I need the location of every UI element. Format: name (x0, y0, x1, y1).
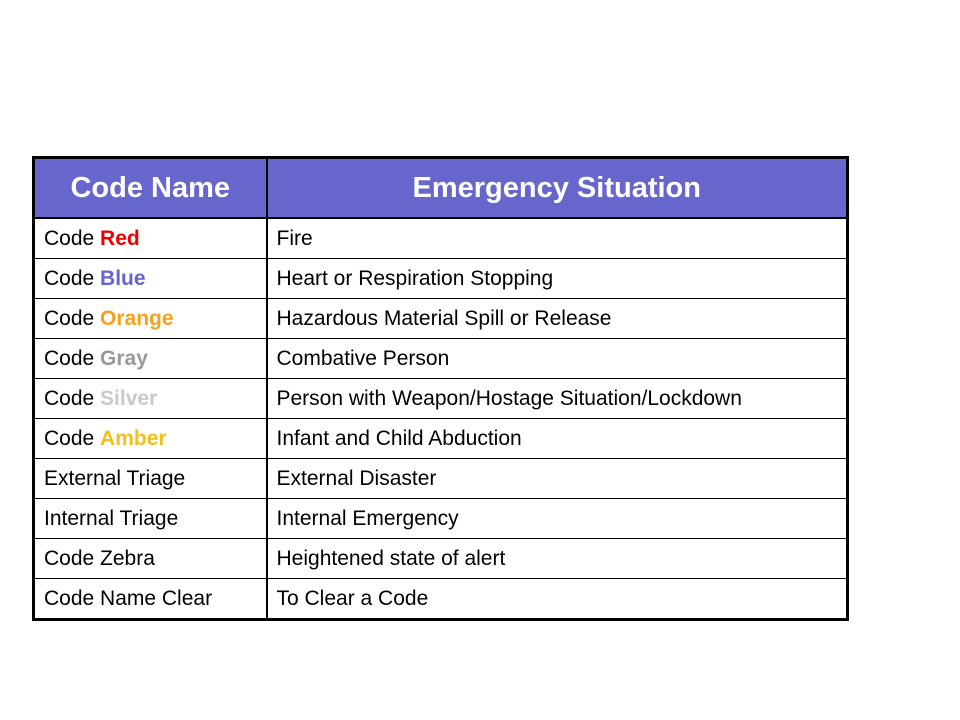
table-row (34, 459, 848, 499)
situation-cell: To Clear a Code (267, 579, 848, 620)
table-row (34, 299, 848, 339)
table-header-row (34, 158, 848, 219)
situation-cell: Heart or Respiration Stopping (267, 259, 848, 299)
code-name-cell (34, 339, 267, 379)
code-name-text: Code Zebra (44, 546, 155, 570)
code-name-text: Internal Triage (44, 506, 179, 530)
code-name-text: Code (44, 266, 95, 290)
situation-cell: Infant and Child Abduction (267, 419, 848, 459)
situation-cell: Internal Emergency (267, 499, 848, 539)
table-row (34, 379, 848, 419)
code-name-cell (34, 539, 267, 579)
code-color-word: Blue (100, 266, 146, 290)
emergency-codes-table (32, 156, 849, 621)
code-name-cell (34, 419, 267, 459)
code-name-cell (34, 459, 267, 499)
table-row (34, 419, 848, 459)
situation-cell: Hazardous Material Spill or Release (267, 299, 848, 339)
code-name-text: Code (44, 306, 95, 330)
situation-cell: External Disaster (267, 459, 848, 499)
code-color-word: Red (100, 226, 140, 250)
table-row (34, 339, 848, 379)
code-name-cell (34, 259, 267, 299)
situation-cell: Heightened state of alert (267, 539, 848, 579)
code-name-cell (34, 218, 267, 259)
code-color-word: Gray (100, 346, 148, 370)
table-row (34, 579, 848, 620)
column-header-code-name: Code Name (34, 158, 267, 219)
code-name-text: Code Name Clear (44, 586, 213, 610)
code-color-word: Orange (100, 306, 174, 330)
table-row (34, 539, 848, 579)
code-name-text: Code (44, 346, 95, 370)
table-row (34, 218, 848, 259)
code-name-cell (34, 579, 267, 620)
code-name-cell (34, 379, 267, 419)
code-name-cell (34, 299, 267, 339)
code-name-text: Code (44, 386, 95, 410)
table-row (34, 499, 848, 539)
code-name-cell (34, 499, 267, 539)
column-header-emergency-situation: Emergency Situation (267, 158, 848, 219)
code-name-text: Code (44, 426, 95, 450)
situation-cell: Fire (267, 218, 848, 259)
situation-cell: Person with Weapon/Hostage Situation/Lockdown (267, 379, 848, 419)
situation-cell: Combative Person (267, 339, 848, 379)
table-row (34, 259, 848, 299)
code-color-word: Silver (100, 386, 158, 410)
code-name-text: Code (44, 226, 95, 250)
code-color-word: Amber (100, 426, 167, 450)
code-name-text: External Triage (44, 466, 186, 490)
